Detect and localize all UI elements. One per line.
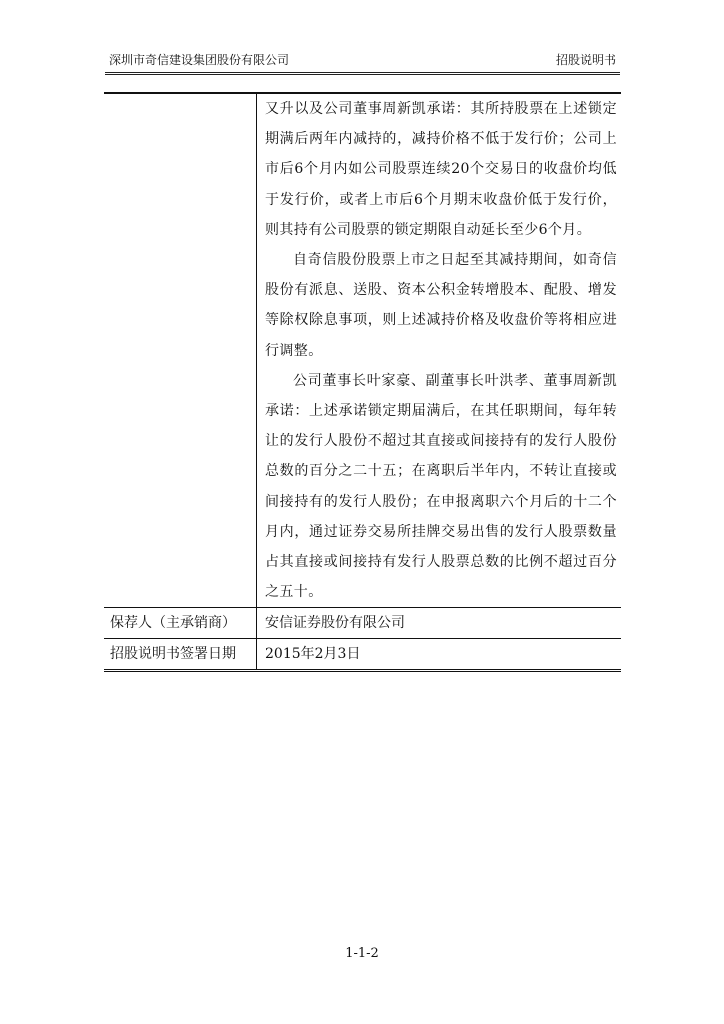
page-number: 1-1-2: [345, 946, 379, 961]
sign-date-value: 2015年2月3日: [265, 646, 361, 663]
sign-date-label: 招股说明书签署日期: [110, 646, 236, 663]
page-header: [105, 50, 620, 70]
header-rule: [105, 72, 620, 73]
value-cell-sign-date: [257, 639, 622, 671]
info-table: [104, 92, 621, 672]
table-row-sponsor: [104, 608, 621, 639]
sponsor-label: 保荐人（主承销商）: [110, 615, 236, 632]
sponsor-value: 安信证券股份有限公司: [265, 615, 405, 632]
header-rule-secondary: [105, 74, 620, 75]
commitment-paragraph: 公司董事长叶家豪、副董事长叶洪孝、董事周新凯承诺：上述承诺锁定期届满后，在其任职期间，每年转让的发行人股份不超过其直接或间接持有的发行人股份总数的百分之二十五；在离职后半年内，不转让直接或间接持有的发行人股份；在申报离职六个月后的十二个月内，通过证券交易所挂牌交易出售的发行人股票数量占其直接或间接持有发行人股票总数的比例不超过百分之五十。: [265, 372, 617, 601]
label-cell-sign-date: [104, 639, 257, 671]
company-name: 深圳市奇信建设集团股份有限公司: [109, 53, 290, 67]
label-cell-sponsor: [104, 608, 257, 639]
commitment-paragraph: 又升以及公司董事周新凯承诺：其所持股票在上述锁定期满后两年内减持的，减持价格不低于发行价；公司上市后6个月内如公司股票连续20个交易日的收盘价均低于发行价，或者上市后6个月期末收盘价低于发行价，则其持有公司股票的锁定期限自动延长至少6个月。: [265, 101, 617, 238]
label-cell-empty: [104, 93, 257, 608]
table-row-commitments: [104, 93, 621, 608]
info-table-wrapper: [104, 92, 620, 672]
value-cell-sponsor: [257, 608, 622, 639]
document-title: 招股说明书: [555, 53, 616, 67]
commitment-paragraph: 自奇信股份股票上市之日起至其减持期间，如奇信股份有派息、送股、资本公积金转增股本、配股、增发等除权除息事项，则上述减持价格及收盘价等将相应进行调整。: [265, 252, 617, 359]
content-cell-commitments: [257, 93, 622, 608]
table-row-sign-date: [104, 639, 621, 671]
